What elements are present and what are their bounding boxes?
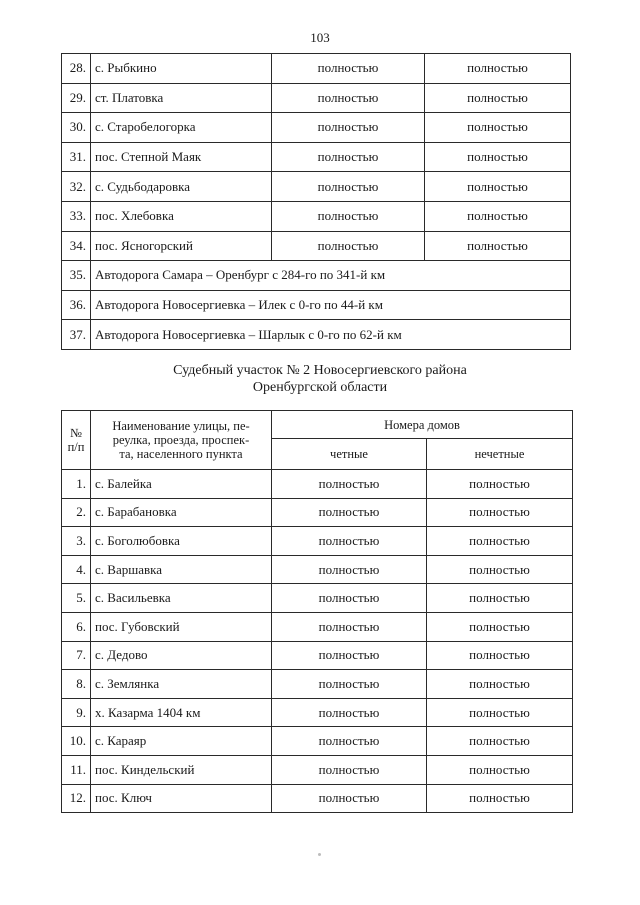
row-number: 9. — [62, 698, 91, 727]
locality-name: с. Балейка — [91, 470, 272, 499]
row-number: 5. — [62, 584, 91, 613]
odd-houses: полностью — [427, 755, 573, 784]
section-title-line-1: Судебный участок № 2 Новосергиевского района — [173, 363, 467, 378]
odd-houses: полностью — [425, 142, 571, 172]
row-number: 11. — [62, 755, 91, 784]
header-name-line-2: реулка, проезда, проспек- — [112, 433, 250, 447]
locality-name: пос. Киндельский — [91, 755, 272, 784]
table-row — [62, 641, 573, 670]
even-houses: полностью — [272, 172, 425, 202]
locality-name: с. Васильевка — [91, 584, 272, 613]
row-number: 37. — [62, 320, 91, 350]
even-houses: полностью — [272, 498, 427, 527]
table-row — [62, 555, 573, 584]
locality-name: пос. Губовский — [91, 612, 272, 641]
locality-name: с. Караяр — [91, 727, 272, 756]
locality-name: с. Дедово — [91, 641, 272, 670]
row-number: 1. — [62, 470, 91, 499]
header-name — [91, 411, 272, 470]
even-houses: полностью — [272, 727, 427, 756]
table-row — [62, 201, 571, 231]
row-number: 6. — [62, 612, 91, 641]
row-number: 30. — [62, 113, 91, 143]
row-number: 10. — [62, 727, 91, 756]
locality-name: с. Барабановка — [91, 498, 272, 527]
odd-houses: полностью — [427, 670, 573, 699]
even-houses: полностью — [272, 231, 425, 261]
table-row — [62, 612, 573, 641]
odd-houses: полностью — [425, 113, 571, 143]
odd-houses: полностью — [427, 555, 573, 584]
header-number-line-1: № — [70, 426, 82, 440]
table-row — [62, 54, 571, 84]
road-row — [62, 320, 571, 350]
odd-houses: полностью — [427, 784, 573, 813]
table-row — [62, 698, 573, 727]
header-number — [62, 411, 91, 470]
table-body — [62, 470, 573, 813]
locality-name: пос. Ключ — [91, 784, 272, 813]
row-number: 3. — [62, 527, 91, 556]
row-number: 29. — [62, 83, 91, 113]
odd-houses: полностью — [427, 498, 573, 527]
locality-name: с. Землянка — [91, 670, 272, 699]
road-description: Автодорога Новосергиевка – Илек с 0-го по 44-й км — [91, 290, 571, 320]
odd-houses: полностью — [427, 727, 573, 756]
table-row — [62, 527, 573, 556]
locality-name: с. Рыбкино — [91, 54, 272, 84]
odd-houses: полностью — [427, 527, 573, 556]
table-row — [62, 172, 571, 202]
scan-speck — [318, 853, 321, 856]
table-row — [62, 727, 573, 756]
even-houses: полностью — [272, 584, 427, 613]
odd-houses: полностью — [425, 54, 571, 84]
locality-name: с. Варшавка — [91, 555, 272, 584]
table-row — [62, 113, 571, 143]
even-houses: полностью — [272, 641, 427, 670]
even-houses: полностью — [272, 113, 425, 143]
table-body — [62, 54, 571, 350]
odd-houses: полностью — [425, 172, 571, 202]
even-houses: полностью — [272, 784, 427, 813]
row-number: 2. — [62, 498, 91, 527]
even-houses: полностью — [272, 54, 425, 84]
row-number: 28. — [62, 54, 91, 84]
even-houses: полностью — [272, 698, 427, 727]
locality-name: пос. Хлебовка — [91, 201, 272, 231]
row-number: 35. — [62, 261, 91, 291]
header-even: четные — [272, 439, 427, 470]
locality-name: х. Казарма 1404 км — [91, 698, 272, 727]
table-header — [62, 411, 573, 470]
road-description: Автодорога Новосергиевка – Шарлык с 0-го по 62-й км — [91, 320, 571, 350]
even-houses: полностью — [272, 470, 427, 499]
row-number: 7. — [62, 641, 91, 670]
even-houses: полностью — [272, 83, 425, 113]
table-row — [62, 670, 573, 699]
odd-houses: полностью — [427, 612, 573, 641]
header-name-line-1: Наименование улицы, пе- — [112, 419, 250, 433]
locality-name: с. Старобелогорка — [91, 113, 272, 143]
row-number: 12. — [62, 784, 91, 813]
row-number: 8. — [62, 670, 91, 699]
odd-houses: полностью — [427, 641, 573, 670]
district-2-table — [61, 410, 573, 813]
odd-houses: полностью — [427, 584, 573, 613]
row-number: 31. — [62, 142, 91, 172]
even-houses: полностью — [272, 201, 425, 231]
section-title-line-2: Оренбургской области — [252, 380, 388, 395]
odd-houses: полностью — [425, 83, 571, 113]
odd-houses: полностью — [425, 231, 571, 261]
header-number-line-2: п/п — [67, 440, 85, 454]
row-number: 36. — [62, 290, 91, 320]
road-row — [62, 261, 571, 291]
section-title — [0, 362, 640, 396]
even-houses: полностью — [272, 755, 427, 784]
row-number: 33. — [62, 201, 91, 231]
district-1-table-continued — [61, 53, 571, 350]
even-houses: полностью — [272, 527, 427, 556]
odd-houses: полностью — [425, 201, 571, 231]
row-number: 34. — [62, 231, 91, 261]
table-row — [62, 784, 573, 813]
table-row — [62, 498, 573, 527]
locality-name: с. Боголюбовка — [91, 527, 272, 556]
table-row — [62, 83, 571, 113]
header-name-line-3: та, населенного пункта — [119, 447, 243, 461]
table-row — [62, 755, 573, 784]
header-row — [62, 411, 573, 439]
table-row — [62, 142, 571, 172]
locality-name: пос. Ясногорский — [91, 231, 272, 261]
header-house-numbers: Номера домов — [272, 411, 573, 439]
table-row — [62, 231, 571, 261]
road-row — [62, 290, 571, 320]
table-row — [62, 584, 573, 613]
odd-houses: полностью — [427, 698, 573, 727]
road-description: Автодорога Самара – Оренбург с 284-го по 341-й км — [91, 261, 571, 291]
locality-name: ст. Платовка — [91, 83, 272, 113]
row-number: 4. — [62, 555, 91, 584]
odd-houses: полностью — [427, 470, 573, 499]
even-houses: полностью — [272, 142, 425, 172]
header-odd: нечетные — [427, 439, 573, 470]
even-houses: полностью — [272, 612, 427, 641]
row-number: 32. — [62, 172, 91, 202]
locality-name: с. Судьбодаровка — [91, 172, 272, 202]
even-houses: полностью — [272, 555, 427, 584]
table-row — [62, 470, 573, 499]
page-number: 103 — [310, 30, 330, 45]
locality-name: пос. Степной Маяк — [91, 142, 272, 172]
even-houses: полностью — [272, 670, 427, 699]
